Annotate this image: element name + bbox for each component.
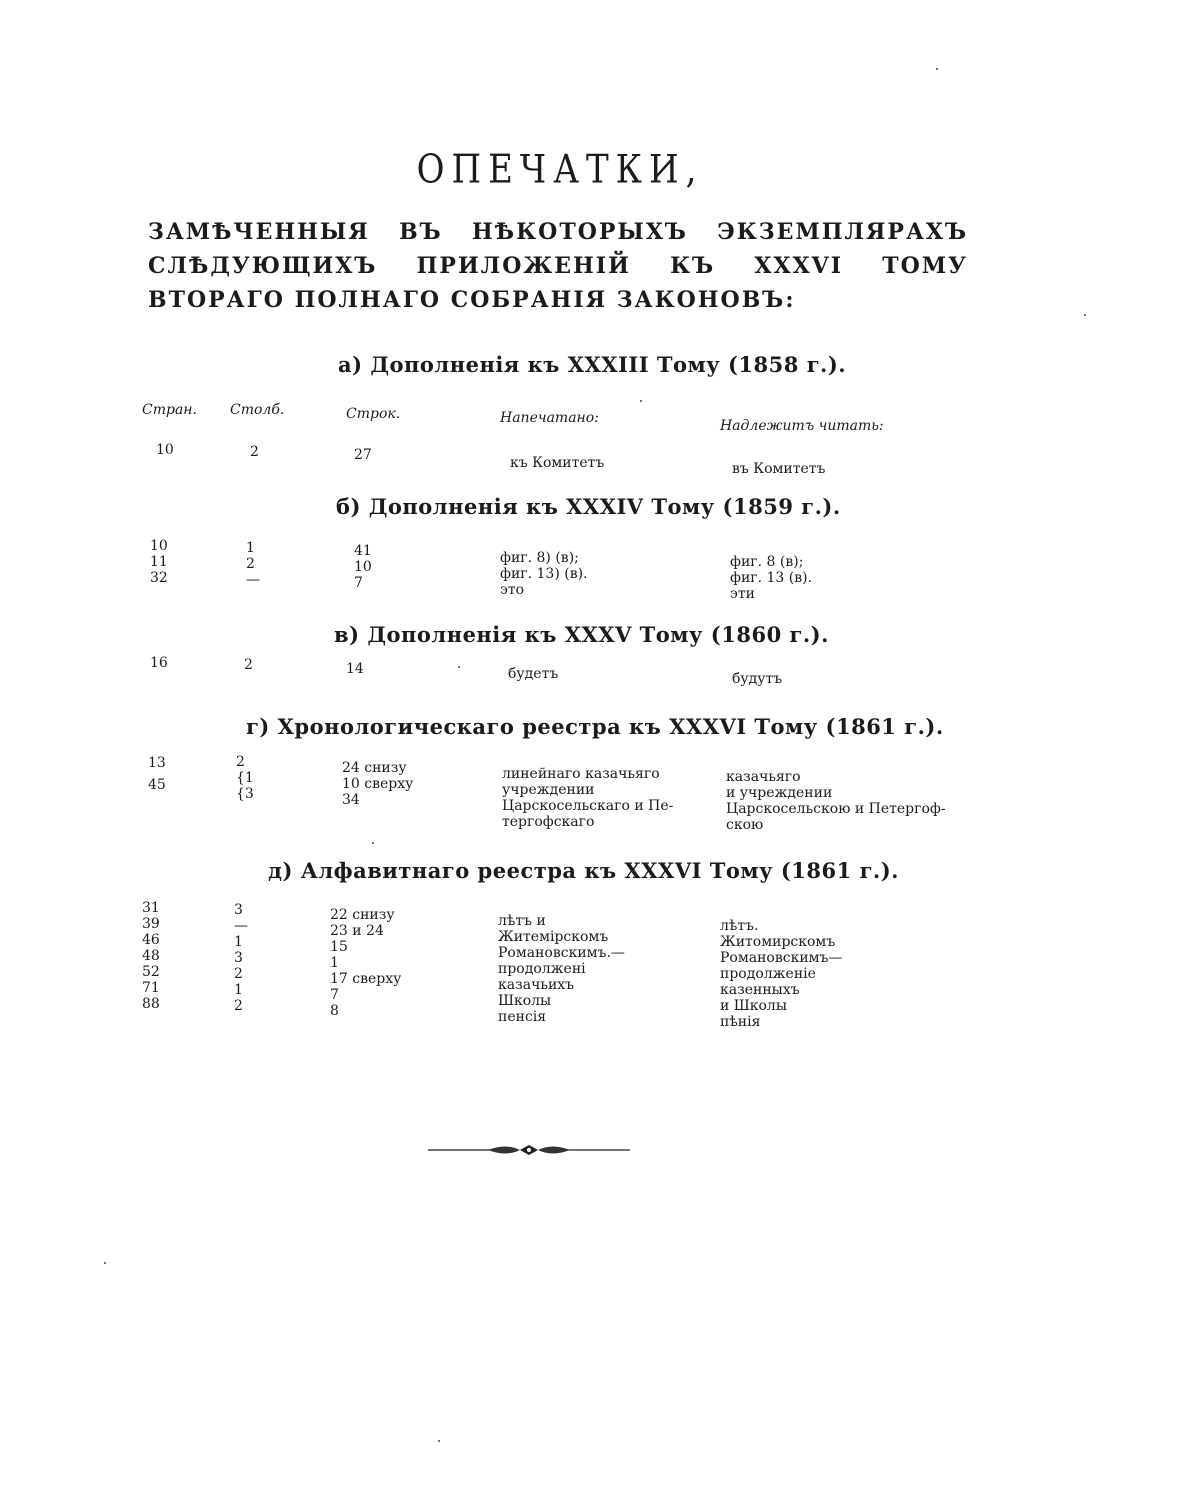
page-subtitle: ЗАМѢЧЕННЫЯ ВЪ НѢКОТОРЫХЪ ЭКЗЕМПЛЯРАХЪ СЛѢДУЮЩИХЪ ПРИЛОЖЕНІЙ КЪ XXXVI ТОМУ ВТОРАГО ПОЛНАГО СОБРАНІЯ ЗАКОНОВЪ: [148,219,968,313]
section-d-line: 24 снизу 10 сверху 34 [342,760,414,808]
ornament-divider [428,1140,630,1160]
paper-speck [458,666,460,668]
section-d-column: 2 {1 {3 [236,754,254,802]
page-title: ОПЕЧАТКИ, [416,147,704,193]
section-a-printed: къ Комитетъ [510,455,605,471]
section-d-printed: линейнаго казачьяго учреждении Царскосельскаго и Пе- тергофскаго [502,766,674,830]
section-d-should-read: казачьяго и учреждении Царскосельскою и Петергоф- скою [726,769,946,833]
section-e-should-read: лѣтъ. Житомирскомъ Романовскимъ— продолженіе казенныхъ и Школы пѣнія [720,918,843,1030]
section-heading-b: б) Дополненія къ XXXIV Тому (1859 г.). [336,494,841,519]
paper-speck [936,68,938,70]
section-a-line: 27 [354,447,372,463]
col-header-column: Столб. [230,402,285,418]
section-b-page: 10 11 32 [150,538,168,586]
paper-speck [104,1262,106,1264]
col-header-printed: Напечатано: [500,410,599,426]
paper-speck [438,1440,440,1442]
section-e-printed: лѣтъ и Житемірскомъ Романовскимъ.— продолжені казачьихъ Школы пенсія [498,913,625,1025]
section-a-should-read: въ Комитетъ [732,461,826,477]
col-header-page: Стран. [142,402,197,418]
paper-speck [1084,314,1086,316]
section-b-printed: фиг. 8) (в); фиг. 13) (в). это [500,550,588,598]
section-b-line: 41 10 7 [354,543,372,591]
section-heading-d: г) Хронологическаго реестра къ XXXVI Тому (1861 г.). [246,714,944,739]
col-header-should-read: Надлежитъ читать: [720,418,884,434]
section-heading-a: а) Дополненія къ XXXIII Тому (1858 г.). [338,352,847,377]
section-c-printed: будетъ [508,666,559,682]
paper-speck [640,400,642,402]
section-a-column: 2 [250,444,259,460]
section-b-should-read: фиг. 8 (в); фиг. 13 (в). эти [730,554,813,602]
section-b-column: 1 2 — [246,540,260,588]
paper-speck [372,842,374,844]
section-c-column: 2 [244,657,253,673]
section-a-page: 10 [156,442,174,458]
section-heading-e: д) Алфавитнаго реестра къ XXXVI Тому (1861 г.). [268,858,899,883]
section-e-line: 22 снизу 23 и 24 15 1 17 сверху 7 8 [330,907,402,1019]
col-header-line: Строк. [346,406,401,422]
section-c-should-read: будутъ [732,671,783,687]
section-e-column: 3 — 1 3 2 1 2 [234,902,248,1014]
section-c-page: 16 [150,655,168,671]
section-d-page: 13 45 [148,755,166,793]
section-heading-c: в) Дополненія къ XXXV Тому (1860 г.). [334,622,829,647]
section-e-page: 31 39 46 48 52 71 88 [142,900,160,1012]
section-c-line: 14 [346,661,364,677]
